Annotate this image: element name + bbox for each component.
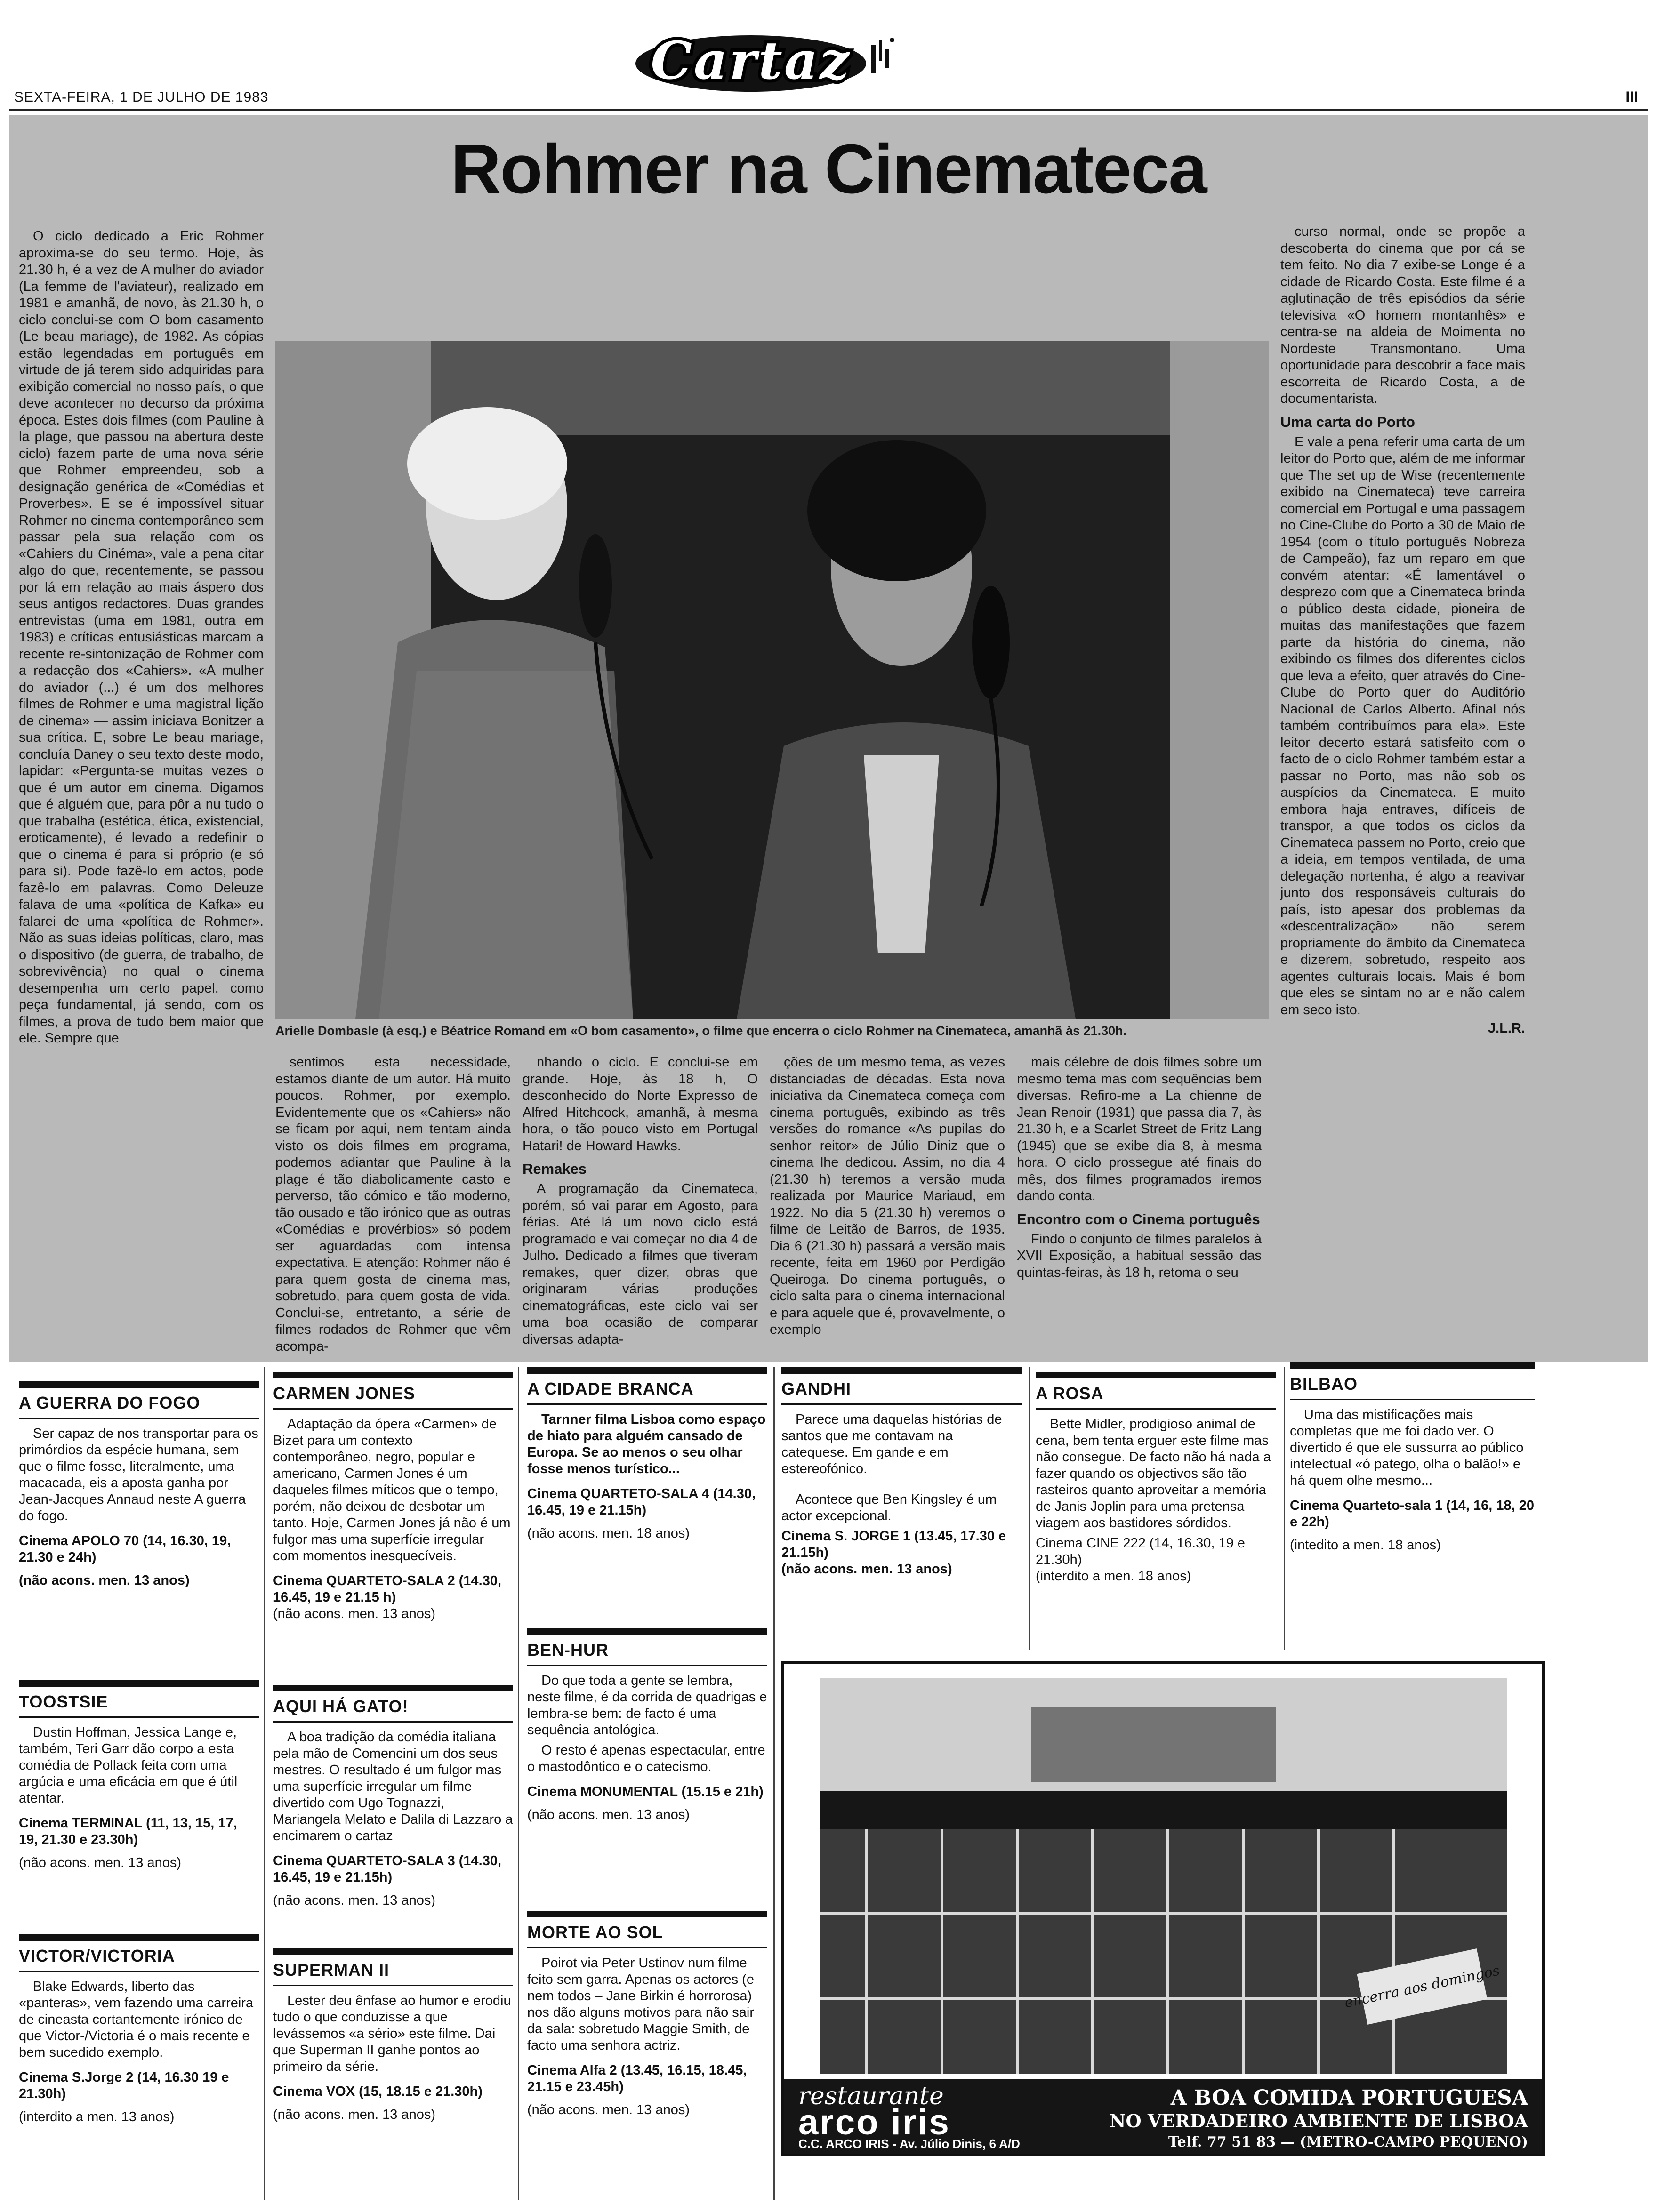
restaurant-advertisement [781, 1661, 1545, 2156]
logo-text: Cartaz [651, 30, 851, 91]
author-signature: J.L.R. [1488, 1021, 1525, 1036]
column-divider [264, 1367, 265, 2200]
restaurant-interior-image [820, 1678, 1507, 2074]
column-text: sentimos esta necessidade, estamos diante de um autor. Há muito poucos. Rohmer, por exemplo. Evidentemente que os «Cahiers» não se ficam por aqui, nem tentam ainda visto os dois filmes em programa, podemos adiantar que Pauline à la plage é tão diabolicamente casto e perverso, tão cómico e tão moderno, tão ousado e tão irónico que as outras «Comédias e provérbios» só podem ser aguardadas com intensa expectativa. E atenção: Rohmer não é para quem gosta de cinema mas, sobretudo, para quem gosta de vida. Conclui-se, entretanto, a série de filmes rodados de Rohmer que vêm acompa- [275, 1055, 511, 1354]
review-cinema: Cinema QUARTETO-SALA 4 (14.30, 16.45, 19 e 21.15h) [527, 1486, 756, 1518]
review-cinema: Cinema QUARTETO-SALA 2 (14.30, 16.45, 19 e 21.15 h) [273, 1573, 502, 1605]
review-bilbao [1290, 1362, 1535, 1554]
review-rating: (intedito a men. 18 anos) [1290, 1538, 1441, 1553]
review-morte-ao-sol [527, 1911, 767, 2118]
review-cinema: Cinema TERMINAL (11, 13, 15, 17, 19, 21.30 e 23.30h) [19, 1816, 237, 1847]
photo-sign-text: encerra aos domingos [1343, 1962, 1502, 2012]
review-text: Poirot via Peter Ustinov num filme feito sem garra. Apenas os actores (e nem todos – Jane Birkin é horrorosa) nos dão alguns motivos para não sair da sala: sobretudo Maggie Smith, de facto uma senhora actriz. [527, 1956, 755, 2053]
subheading: Encontro com o Cinema português [1017, 1210, 1260, 1227]
feature-column-d [1017, 1054, 1262, 1355]
review-title: A CIDADE BRANCA [527, 1379, 694, 1398]
feature-column-a [275, 1054, 511, 1355]
masthead-rule [9, 109, 1648, 111]
review-title: BEN-HUR [527, 1640, 609, 1659]
column-text: O ciclo dedicado a Eric Rohmer aproxima-se do seu termo. Hoje, às 21.30 h, é a vez de A mulher do aviador (La femme de l'aviateur), realizado em 1981 e amanhã, de novo, às 21.30 h, o ciclo conclui-se com O bom casamento (Le beau mariage), de 1982. As cópias estão legendadas em português em virtude de já terem sido adquiridas para exibição comercial no nosso país, o que deve acontecer no decurso da próxima época. Estes dois filmes (com Pauline à la plage, que passou na abertura deste ciclo) fazem parte de uma nova série que Rohmer empreendeu, sob a designação genérica de «Comédias et Proverbes». E se é impossível situar Rohmer no cinema contemporâneo sem passar pela sua relação com os «Cahiers du Cinéma», vale a pena citar algo do que, recentemente, se passou por lá em relação ao mais áspero dos seus antigos redactores. Duas grandes entrevistas (uma em 1981, outra em 1983) e críticas entusiásticas marcam a recente re-sintonização de Rohmer com a redacção dos «Cahiers». «A mulher do aviador (...) é um dos melhores filmes de Rohmer e uma magistral lição de cinema» — assim iniciava Bonitzer a sua crítica. E, sobre Le beau mariage, concluía Daney o seu texto deste modo, lapidar: «Pergunta-se muitas vezes o que é um autor em cinema. Digamos que é alguém que, para pôr a nu tudo o que trabalha (estética, ética, existencial, eroticamente), é levado a redefinir o que o cinema é para si próprio (e só para si). Pode fazê-lo em actos, pode fazê-lo em palavras. Como Deleuze falava de uma «política de Kafka» eu falarei de uma «política de Rohmer». Não as suas ideias políticas, claro, mas o dispositivo (de guerra, de trabalho, de sobrevivência) no qual o cinema desempenha um certo papel, como peça fundamental, já sendo, com os filmes, a prova de tudo bem maior que ele. Sempre que [19, 229, 264, 1046]
review-title: A GUERRA DO FOGO [19, 1393, 201, 1412]
feature-photo [275, 341, 1269, 1019]
review-rating: (interdito a men. 18 anos) [1036, 1569, 1191, 1584]
review-text: A boa tradição da comédia italiana pela mão de Comencini um dos seus mestres. O resultado é um fulgor mas uma superfície irregular um filme divertido com Ugo Tognazzi, Mariangela Melato e Dalila di Lazzaro a encimarem o cartaz [273, 1730, 513, 1843]
review-toostsie [19, 1680, 259, 1871]
review-rating: (não acons. men. 13 anos) [273, 1606, 435, 1621]
feature-article [9, 115, 1648, 1362]
photo-two-women-on-telephones [275, 341, 1269, 1019]
review-rating: (não acons. men. 18 anos) [527, 1526, 690, 1541]
cartaz-logo [633, 26, 897, 94]
review-carmen-jones [273, 1372, 513, 1622]
column-text: nhando o ciclo. E conclui-se em grande. Hoje, às 18 h, O desconhecido do Norte Expresso de Alfred Hitchcock, amanhã, à mesma hora, o tão pouco visto em Portugal Hatari! de Howard Hawks. [523, 1055, 758, 1154]
ad-address: C.C. ARCO IRIS - Av. Júlio Dinis, 6 A/D [798, 2137, 1020, 2151]
subheading: Remakes [523, 1161, 587, 1177]
review-text: Do que toda a gente se lembra, neste filme, é da corrida de quadrigas e lembra-se bem: de facto é uma sequência antológica. [527, 1673, 767, 1738]
review-text: Acontece que Ben Kingsley é um actor excepcional. [781, 1492, 997, 1523]
review-aqui-ha-gato [273, 1685, 513, 1909]
review-title: MORTE AO SOL [527, 1923, 663, 1942]
subheading: Uma carta do Porto [1280, 413, 1415, 430]
column-divider [518, 1367, 519, 2200]
column-divider [1284, 1367, 1285, 1650]
review-title: AQUI HÁ GATO! [273, 1697, 409, 1716]
review-rating: (não acons. men. 13 anos) [527, 2102, 690, 2117]
review-superman-ii [273, 1948, 513, 2123]
column-divider [773, 1367, 775, 2200]
review-text: Uma das mistificações mais completas que me foi dado ver. O divertido é que ele sussurra ao público intelectual «ó patego, olha o balão!» e há quem olhe mesmo... [1290, 1407, 1524, 1488]
review-victor-victoria [19, 1934, 259, 2125]
column-text: curso normal, onde se propõe a descoberta do cinema que por cá se tem feito. No dia 7 exibe-se Longe é a cidade de Ricardo Costa. Este filme é a aglutinação de três episódios da série televisiva «O homem montanhês» e centra-se na aldeia de Moimenta no Nordeste Transmontano. Uma oportunidade para descobrir a face mais escorreita de Ricardo Costa, a de documentarista. [1280, 224, 1525, 406]
review-text: Bette Midler, prodigioso animal de cena, bem tenta erguer este filme mas não consegue. De facto não há nada a fazer quando os objectivos são tão rasteiros quanto aproveitar a memória de Janis Joplin para uma pretensa viagem aos bastidores sórdidos. [1036, 1417, 1271, 1531]
review-gandhi [781, 1367, 1022, 1578]
feature-column-right [1280, 224, 1525, 1353]
column-text: A programação da Cinemateca, porém, só vai parar em Agosto, para férias. Até lá um novo ciclo está programado e vai começar no dia 4 de Julho. Dedicado a filmes que tiveram remakes, quer dizer, obras que originaram várias produções cinematográficas, este ciclo vai ser uma boa ocasião de comparar diversas adapta- [523, 1181, 758, 1347]
review-cinema: Cinema QUARTETO-SALA 3 (14.30, 16.45, 19 e 21.15h) [273, 1853, 502, 1885]
review-title: SUPERMAN II [273, 1960, 390, 1980]
column-divider [1029, 1367, 1030, 1650]
column-text: ções de um mesmo tema, as vezes distanciadas de décadas. Esta nova iniciativa da Cinemateca começa com cinema português, exibindo as três versões do romance «As pupilas do senhor reitor» de Júlio Diniz que o cinema lhe dedicou. Assim, no dia 4 (21.30 h) teremos a versão muda realizada por Maurice Mariaud, em 1922. No dia 5 (21.30 h) veremos o filme de Leitão de Barros, de 1935. Dia 6 (21.30 h) passará a versão mais recente, feita em 1960 por Perdigão Queiroga. Do cinema português, o ciclo salta para o cinema internacional e para aquele que é, provavelmente, o exemplo [770, 1055, 1005, 1337]
feature-column-c [770, 1054, 1005, 1355]
feature-column-b [523, 1054, 758, 1355]
review-cinema: Cinema CINE 222 (14, 16.30, 19 e 21.30h) [1036, 1536, 1245, 1567]
review-cinema: Cinema APOLO 70 (14, 16.30, 19, 21.30 e 24h) [19, 1533, 231, 1565]
review-title: TOOSTSIE [19, 1692, 108, 1711]
review-cinema: Cinema VOX (15, 18.15 e 21.30h) [273, 2084, 483, 2099]
ad-phone: Telf. 77 51 83 — (METRO-CAMPO PEQUENO) [1168, 2134, 1528, 2150]
review-rating: (não acons. men. 13 anos) [527, 1807, 690, 1822]
column-text: E vale a pena referir uma carta de um leitor do Porto que, além de me informar que The set up de Wise (recentemente exibido na Cinemateca) teve carreira comercial em Portugal e uma passagem no Cine-Clube do Porto a 30 de Maio de 1954 (com o título português Nobreza de Campeão), faz um reparo em que convém atentar: «É lamentável o desprezo com que a Cinemateca brinda o público desta cidade, pioneira de muitas das manifestações que fazem parte da história do cinema, não exibindo os filmes dos diferentes ciclos que leva a efeito, quer através do Cine-Clube do Porto quer do Auditório Nacional de Carlos Alberto. Afinal nós também contribuímos para ela». Este leitor decerto estará satisfeito com o facto de o ciclo Rohmer também estar a passar no Porto, mas não sob os auspícios da Cinemateca. E muito embora haja entraves, difíceis de transpor, a que todos os ciclos da Cinemateca passem no Porto, creio que a ideia, em tempos ventilada, de uma delegação nortenha, é algo a reavivar junto dos responsáveis culturais do país, isto apesar dos problemas da «descentralização» não serem propriamente do âmbito da Cinemateca e dizerem, sobretudo, respeito aos agentes culturais locais. Mais é bom que eles se sintam no ar e não calem em seco isto. [1280, 434, 1525, 1018]
ad-label: restaurante [798, 2082, 944, 2110]
review-rating: (não acons. men. 13 anos) [273, 2107, 435, 2122]
review-cinema: Cinema S. JORGE 1 (13.45, 17.30 e 21.15h) [781, 1529, 1006, 1560]
column-text: Findo o conjunto de filmes paralelos à XVII Exposição, a habitual sessão das quintas-feiras, às 18 h, retoma o seu [1017, 1231, 1262, 1280]
review-cidade-branca [527, 1367, 767, 1542]
review-title: CARMEN JONES [273, 1384, 416, 1403]
page-number: III [1625, 88, 1638, 105]
review-rating: (interdito a men. 13 anos) [19, 2109, 175, 2124]
feature-column-left [19, 228, 264, 1348]
review-text: Lester deu ênfase ao humor e erodiu tudo o que conduzisse a que levássemos «a sério» este filme. Dai que Superman II ganhe pontos ao primeiro da série. [273, 1993, 511, 2074]
restaurant-photo [820, 1678, 1507, 2074]
review-ben-hur [527, 1628, 767, 1823]
ad-restaurant-name: arco iris [798, 2102, 950, 2142]
issue-date: SEXTA-FEIRA, 1 DE JULHO DE 1983 [14, 89, 269, 105]
ad-banner [784, 2079, 1542, 2154]
review-cinema: Cinema S.Jorge 2 (14, 16.30 19 e 21.30h) [19, 2070, 229, 2101]
review-text: O resto é apenas espectacular, entre o mastodôntico e o catecismo. [527, 1743, 765, 1774]
review-title: BILBAO [1290, 1374, 1358, 1394]
review-title: GANDHI [781, 1379, 851, 1398]
column-text: mais célebre de dois filmes sobre um mesmo tema mas com sequências bem diversas. Refiro-me a La chienne de Jean Renoir (1931) que passa dia 7, às 21.30 h, e a Scarlet Street de Fritz Lang (1945) que se exibe dia 8, à mesma hora. O ciclo prossegue até finais do mês, dos filmes programados iremos dando conta. [1017, 1055, 1262, 1203]
review-title: A ROSA [1036, 1384, 1104, 1403]
review-rating: (não acons. men. 13 anos) [19, 1855, 181, 1870]
review-text: Tarnner filma Lisboa como espaço de hiato para alguém cansado de Europa. Se ao menos o seu olhar fosse menos turístico... [527, 1412, 766, 1476]
ad-slogan: A BOA COMIDA PORTUGUESA [1170, 2086, 1528, 2110]
review-text: Adaptação da ópera «Carmen» de Bizet para um contexto contemporâneo, negro, popular e americano, Carmen Jones é um daqueles filmes míticos que o tempo, porém, não deixou de desbotar um tanto. Hoje, Carmen Jones já não é um fulgor mas uma superfície irregular com momentos inesquecíveis. [273, 1417, 511, 1563]
ad-slogan: NO VERDADEIRO AMBIENTE DE LISBOA [1109, 2110, 1528, 2132]
review-cinema: Cinema Quarteto-sala 1 (14, 16, 18, 20 e 22h) [1290, 1498, 1535, 1530]
review-text: Parece uma daquelas histórias de santos que me contavam na catequese. Em gande e em estereofónico. [781, 1412, 1002, 1476]
review-text: Blake Edwards, liberto das «panteras», vem fazendo uma carreira de cineasta cortantemente irónico de que Victor-/Victoria é o mais recente e bem sucedido exemplo. [19, 1979, 254, 2060]
photo-caption: Arielle Dombasle (à esq.) e Béatrice Romand em «O bom casamento», o filme que encerra o ciclo Rohmer na Cinemateca, amanhã às 21.30h. [275, 1024, 1127, 1038]
review-title: VICTOR/VICTORIA [19, 1946, 175, 1965]
review-guerra-do-fogo [19, 1381, 259, 1589]
review-rating: (não acons. men. 13 anos) [19, 1573, 190, 1588]
feature-headline: Rohmer na Cinemateca [450, 130, 1207, 208]
review-a-rosa [1036, 1372, 1276, 1585]
review-text: Ser capaz de nos transportar para os primórdios da espécie humana, sem que o filme fosse, literalmente, uma macacada, eis a aposta ganha por Jean-Jacques Annaud neste A guerra do fogo. [19, 1426, 258, 1523]
review-text: Dustin Hoffman, Jessica Lange e, também, Teri Garr dão corpo a esta comédia de Pollack feita com uma argúcia e uma eficácia em que é útil atentar. [19, 1725, 238, 1806]
review-rating: (não acons. men. 13 anos) [781, 1562, 952, 1577]
review-rating: (não acons. men. 13 anos) [273, 1893, 435, 1908]
review-cinema: Cinema Alfa 2 (13.45, 16.15, 18.45, 21.15 e 23.45h) [527, 2063, 747, 2094]
logo-splatter [871, 38, 894, 73]
review-cinema: Cinema MONUMENTAL (15.15 e 21h) [527, 1784, 764, 1799]
